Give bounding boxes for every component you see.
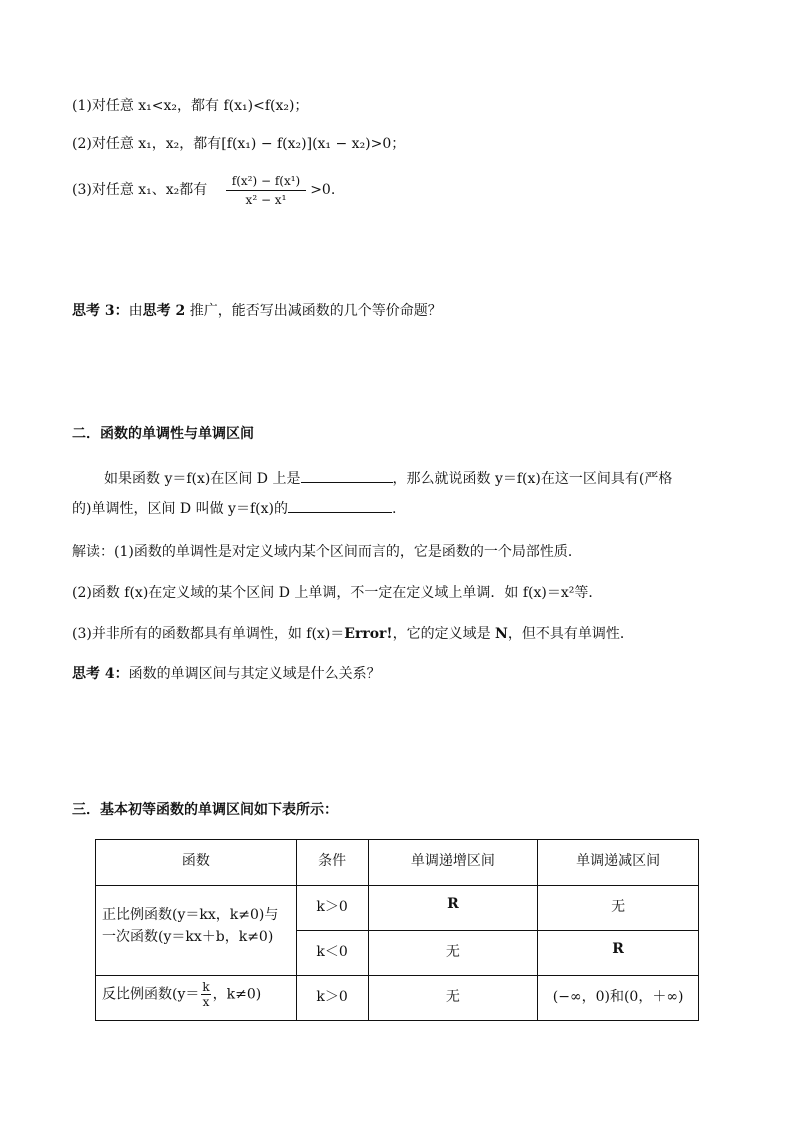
increasing-cell: R [368,886,538,931]
header-function: 函数 [96,840,297,886]
header-condition: 条件 [296,840,368,886]
section-3-title: 三．基本初等函数的单调区间如下表所示： [72,802,338,818]
decreasing-cell: R [538,931,699,976]
table-header-row [96,840,699,886]
definition-line-2 [72,498,396,519]
think-4-label: 思考 4： [72,666,129,682]
reciprocal-function-cell: 反比例函数(y＝ $\frac{k}{x}$ ，k≠0) [96,976,297,1021]
proposition-3 [72,170,335,210]
monotonic-intervals-table [95,839,699,1021]
natural-numbers-symbol: N [495,626,508,642]
increasing-cell: 无 [368,931,538,976]
answer-blank-2 [288,498,392,513]
definition-text-1b: ，那么就说函数 y＝f(x)在这一区间具有(严格 [392,471,673,487]
think-3-ref: 思考 2 [142,303,186,319]
interpretation-3c: ，但不具有单调性． [507,626,634,642]
think-4-text: 函数的单调区间与其定义域是什么关系？ [128,666,381,682]
linear-function-cell [96,886,297,976]
fraction-numerator: f(x²) − f(x¹) [226,173,306,191]
definition-text-2b: . [391,501,397,517]
proposition-3-prefix: (3)对任意 x₁、x₂都有 [72,182,208,198]
difference-quotient-fraction [226,173,306,208]
definition-text-1a: 如果函数 y＝f(x)在区间 D 上是 [104,471,301,487]
fraction-denominator: x² − x¹ [245,192,287,207]
think-3-label: 思考 3： [72,303,129,319]
answer-blank-1 [301,468,393,483]
think-3 [72,301,442,321]
think-3-text-b: 推广，能否写出减函数的几个等价命题？ [185,303,442,319]
condition-cell: k＜0 [296,931,368,976]
proposition-3-suffix: >0. [310,182,336,198]
table-row [96,886,699,931]
decreasing-cell: 无 [538,886,699,931]
linear-function-line-2: 一次函数(y＝kx＋b，k≠0) [102,929,274,945]
proposition-2: (2)对任意 x₁，x₂，都有[f(x₁) − f(x₂)](x₁ − x₂)>0； [72,136,406,152]
condition-cell: k＞0 [296,976,368,1021]
interpretation-2: (2)函数 f(x)在定义域的某个区间 D 上单调，不一定在定义域上单调．如 f(x)＝x²等． [72,585,603,601]
linear-function-line-1: 正比例函数(y＝kx，k≠0)与 [102,907,279,923]
think-3-text-a: 由 [128,303,143,319]
proposition-1: (1)对任意 x₁<x₂，都有 f(x₁)<f(x₂)； [72,98,309,114]
interpretation-3 [72,624,634,644]
think-4 [72,664,381,684]
interpretation-3a: (3)并非所有的函数都具有单调性，如 f(x)＝ [72,626,345,642]
header-decreasing: 单调递减区间 [538,840,699,886]
interpretation-3b: ，它的定义域是 [392,626,496,642]
definition-text-2a: 的)单调性，区间 D 叫做 y＝f(x)的 [72,501,288,517]
condition-cell: k＞0 [296,886,368,931]
section-2-title: 二．函数的单调性与单调区间 [72,426,254,442]
definition-line-1 [104,468,672,489]
interpretation-1: 解读：(1)函数的单调性是对定义域内某个区间而言的，它是函数的一个局部性质． [72,544,582,560]
k-over-x-fraction: $\frac{k}{x}$ [202,980,210,1009]
decreasing-cell: (−∞，0)和(0，＋∞) [538,976,699,1021]
error-text: Error! [344,626,393,642]
table-row [96,976,699,1021]
header-increasing: 单调递增区间 [368,840,538,886]
increasing-cell: 无 [368,976,538,1021]
